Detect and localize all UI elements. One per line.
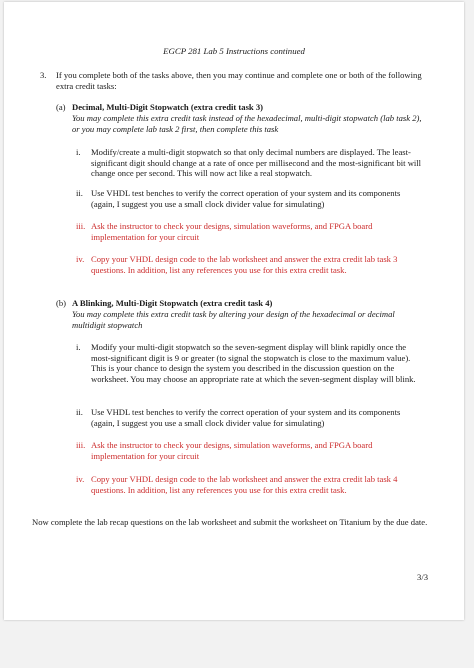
page-header: EGCP 281 Lab 5 Instructions continued [163, 46, 305, 56]
section-b-item-iii-text: Ask the instructor to check your designs, simulation waveforms, and FPGA board implementation for your circuit [91, 440, 373, 461]
section-b-item-iv-number: iv. [76, 474, 85, 484]
document-page [4, 2, 464, 620]
section-a-item-iv-number: iv. [76, 254, 85, 264]
section-b-item-i-text: Modify your multi-digit stopwatch so the seven-segment display will blink rapidly once the most-significant digit is 9 or greater (to signal the stopwatch is close to the maximum value). This is your chance to design the system you described in the discussion question on the worksheet. You may choose an appropriate rate at which the seven-segment display will blink. [91, 342, 416, 384]
section-a-title: Decimal, Multi-Digit Stopwatch (extra credit task 3) [72, 102, 264, 112]
section-b-label: (b) [56, 298, 67, 308]
section-a-item-iii-text: Ask the instructor to check your designs, simulation waveforms, and FPGA board implementation for your circuit [91, 221, 373, 242]
section-a-item-iii-number: iii. [76, 221, 86, 231]
section-a-item-ii-number: ii. [76, 188, 83, 198]
section-b-description: You may complete this extra credit task by altering your design of the hexadecimal or decimal multidigit stopwatch [72, 309, 395, 330]
section-a-item-iv-text: Copy your VHDL design code to the lab worksheet and answer the extra credit lab task 3 questions. In addition, list any references you use for this extra credit task. [91, 254, 398, 275]
section-b-item-iv-text: Copy your VHDL design code to the lab worksheet and answer the extra credit lab task 4 questions. In addition, list any references you use for this extra credit task. [91, 474, 398, 495]
section-a-description: You may complete this extra credit task instead of the hexadecimal, multi-digit stopwatch (lab task 2), or you may complete lab task 2 first, then complete this task [72, 113, 422, 134]
section-b-item-ii-text: Use VHDL test benches to verify the correct operation of your system and its components (again, I suggest you use a small clock divider value for simulating) [91, 407, 401, 428]
section-b-title: A Blinking, Multi-Digit Stopwatch (extra credit task 4) [72, 298, 273, 308]
section-a-item-ii-text: Use VHDL test benches to verify the correct operation of your system and its components (again, I suggest you use a small clock divider value for simulating) [91, 188, 401, 209]
page-number: 3/3 [417, 572, 428, 582]
item-3-number: 3. [40, 70, 47, 80]
section-b-item-ii-number: ii. [76, 407, 83, 417]
item-3-text: If you complete both of the tasks above, then you may continue and complete one or both of the following extra credit tasks: [56, 70, 422, 91]
section-b-item-iii-number: iii. [76, 440, 86, 450]
section-a-item-i-text: Modify/create a multi-digit stopwatch so that only decimal numbers are displayed. The least-significant digit should change at a rate of once per millisecond and the most-significant bit will change once per second. This will now act like a real stopwatch. [91, 147, 422, 179]
closing-instructions: Now complete the lab recap questions on the lab worksheet and submit the worksheet on Titanium by the due date. [32, 517, 428, 527]
section-b-item-i-number: i. [76, 342, 81, 352]
section-a-label: (a) [56, 102, 66, 112]
section-a-item-i-number: i. [76, 147, 81, 157]
